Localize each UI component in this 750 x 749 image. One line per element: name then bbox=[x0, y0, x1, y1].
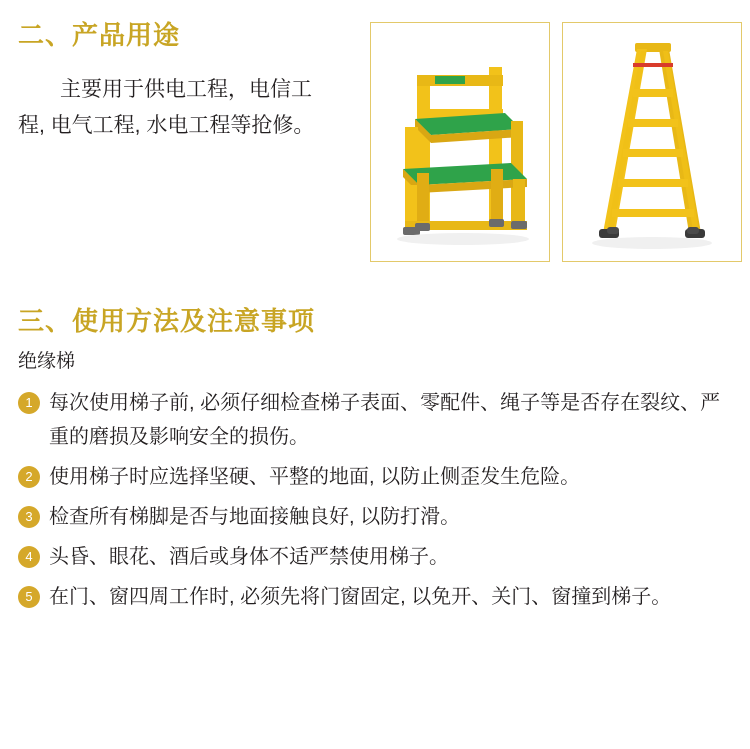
list-number-badge: 4 bbox=[18, 546, 40, 568]
list-item bbox=[18, 540, 732, 574]
section2-heading: 二、产品用途 bbox=[18, 20, 181, 50]
section2-paragraph: 主要用于供电工程，电信工程, 电气工程, 水电工程等抢修。 bbox=[18, 78, 315, 137]
list-item bbox=[18, 580, 732, 614]
a-frame-ladder-illustration bbox=[563, 23, 741, 261]
list-item-text: 头昏、眼花、酒后或身体不适严禁使用梯子。 bbox=[49, 546, 449, 568]
list-item bbox=[18, 460, 732, 494]
cautions-list bbox=[18, 386, 732, 620]
step-stool-illustration bbox=[371, 23, 549, 261]
list-item-text: 使用梯子时应选择坚硬、平整的地面, 以防止侧歪发生危险。 bbox=[49, 466, 581, 488]
list-number-badge: 5 bbox=[18, 586, 40, 608]
a-frame-ladder-photo bbox=[562, 22, 742, 262]
list-item bbox=[18, 500, 732, 534]
section3-heading: 三、使用方法及注意事项 bbox=[18, 306, 316, 336]
list-number-badge: 1 bbox=[18, 392, 40, 414]
list-number-badge: 3 bbox=[18, 506, 40, 528]
step-stool-photo bbox=[370, 22, 550, 262]
section3-subtitle: 绝缘梯 bbox=[18, 351, 76, 372]
list-item-text: 在门、窗四周工作时, 必须先将门窗固定, 以免开、关门、窗撞到梯子。 bbox=[49, 586, 672, 608]
section-product-usage bbox=[0, 0, 750, 280]
list-number-badge: 2 bbox=[18, 466, 40, 488]
list-item bbox=[18, 386, 732, 454]
list-item-text: 检查所有梯脚是否与地面接触良好, 以防打滑。 bbox=[49, 506, 461, 528]
list-item-text: 每次使用梯子前, 必须仔细检查梯子表面、零配件、绳子等是否存在裂纹、严重的磨损及影响安全的损伤。 bbox=[49, 392, 721, 448]
